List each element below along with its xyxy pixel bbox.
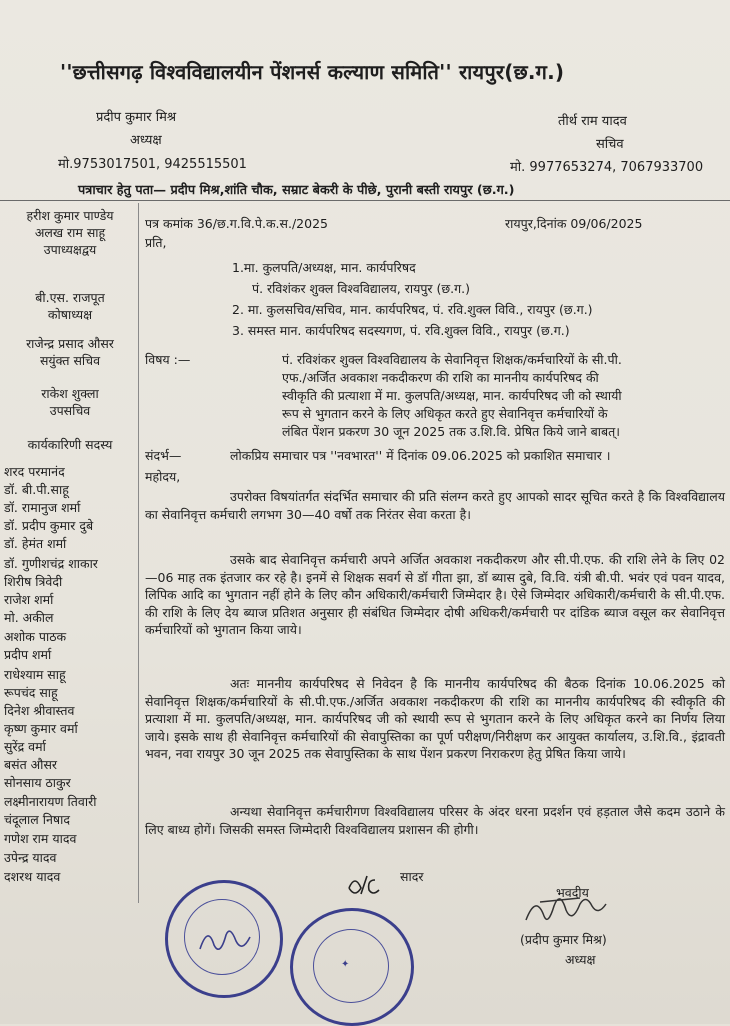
member-name: बसंत औसर <box>4 757 58 772</box>
signatory-post: अध्यक्ष <box>565 952 596 967</box>
body-paragraph-3: अतः माननीय कार्यपरिषद से निवेदन है कि माननीय कार्यपरिषद की बैठक दिनांक 10.06.2025 को सेवानिवृत्त शिक्षक/कर्मचारियों के सी.पी.एफ./अर्जित अवकाश नकदीकरण की राशि का माननीय कार्यपरिषद की स्वीकृति की प्रत्याशा में मा. कुलपति/अध्यक्ष, मान. कार्यपरिषद जी को स्थायी रूप से भुगतान करने के लिए अधिकृत करने का निर्णय लिया जाये। इसके साथ ही सेवानिवृत्त कर्मचारियों की सेवापुस्तिका का पूर्ण परीक्षण/निरीक्षण कर आयुक्त कार्यालय, उ.शि.वि., इंद्रावती भवन, नवा रायपुर 30 जून 2025 तक सेवापुस्तिका के साथ पेंशन प्रकरण निराकरण हेतु प्रेषित किया जाये। <box>145 676 725 762</box>
member-name: प्रदीप शर्मा <box>4 647 52 662</box>
member-name: डॉ. गुणीशचंद्र शाकार <box>4 556 98 571</box>
body-paragraph-4: अन्यथा सेवानिवृत्त कर्मचारीगण विश्वविद्यालय परिसर के अंदर धरना प्रदर्शन एवं हड़ताल जैसे कदम उठाने के लिए बाध्य होगें। जिसकी समस्त जिम्मेदारी विश्वविद्यालय प्रशासन की होगी। <box>145 804 725 837</box>
header-divider <box>0 200 730 201</box>
officer-post: उपसचिव <box>49 403 91 418</box>
officer-name: बी.एस. राजपूत <box>35 290 105 305</box>
member-name: डॉ. बी.पी.साहू <box>4 482 69 497</box>
seal-center-mark: ✦ <box>341 959 350 970</box>
officer-post: कोषाध्यक्ष <box>47 307 93 322</box>
yours-faithfully: भवदीय <box>556 885 589 900</box>
member-name: चंदूलाल निषाद <box>4 812 71 827</box>
signature <box>520 890 620 930</box>
committee-seal <box>290 908 414 1026</box>
subject-line: पं. रविशंकर शुक्ल विश्वविद्यालय के सेवानिवृत्त शिक्षक/कर्मचारियों के सी.पी. <box>282 352 622 367</box>
handwritten-initials <box>345 870 397 896</box>
officer-name: राजेन्द्र प्रसाद औसर <box>26 336 114 351</box>
reference-text: लोकप्रिय समाचार पत्र ''नवभारत'' में दिनांक 09.06.2025 को प्रकाशित समाचार । <box>230 448 611 463</box>
member-name: लक्ष्मीनारायण तिवारी <box>4 794 97 809</box>
secretary-name: तीर्थ राम यादव <box>558 114 627 129</box>
officer-post: सयुंक्त सचिव <box>39 353 101 368</box>
recipient-line: 3. समस्त मान. कार्यपरिषद सदस्यगण, पं. रवि.शुक्ल विवि., रायपुर (छ.ग.) <box>232 323 570 338</box>
body-paragraph-2: उसके बाद सेवानिवृत्त कर्मचारी अपने अर्जित अवकाश नकदीकरण और सी.पी.एफ. की राशि लेने के लिए 02—06 माह तक इंतजार कर रहे है। इनमें से शिक्षक सवर्ग से डॉ गीता झा, डॉ ब्यास दुबे, वि.वि. यंत्री बी.पी. भवंर एवं पवन यादव, लिपिक आदि का भुगतान नहीं होने के लिए कौन अधिकारी/कर्मचारी जिम्मेदार है। ऐसे जिम्मेदार अधिकारी/कर्मचारी के सी.पी.एफ. की राशि के लिए देय ब्याज प्रतिशत अनुसार ही संबंधित जिम्मेदार दोषी अधिकरी/कर्मचारी पर दांडिक ब्याज वसूल कर सेवानिवृत्त कर्मचारियों को भुगतान किया जाये। <box>145 552 725 638</box>
member-name: शरद परमानंद <box>4 464 65 479</box>
reference-number: पत्र कमांक 36/छ.ग.वि.पे.क.स./2025 <box>145 216 328 231</box>
place-date: रायपुर,दिनांक 09/06/2025 <box>505 216 643 231</box>
member-name: डॉ. प्रदीप कुमार दुबे <box>4 518 94 533</box>
members-heading: कार्यकारिणी सदस्य <box>27 437 113 452</box>
signatory-name: (प्रदीप कुमार मिश्र) <box>520 932 607 947</box>
registrar-seal <box>165 880 283 998</box>
member-name: शिरीष त्रिवेदी <box>4 574 63 589</box>
subject-line: रूप से भुगतान करने के लिए अधिकृत करते हुए सेवानिवृत्त कर्मचारियों के <box>282 406 608 421</box>
member-name: कृष्ण कुमार वर्मा <box>4 721 78 736</box>
member-name: सुरेंद्र वर्मा <box>4 739 46 754</box>
president-phone: मो.9753017501, 9425515501 <box>58 157 247 172</box>
subject-line: एफ./अर्जित अवकाश नकदीकरण की राशि का माननीय कार्यपरिषद की <box>282 370 599 385</box>
subject-line: लंबित पेंशन प्रकरण 30 जून 2025 तक उ.शि.वि. प्रेषित किये जाने बाबत्। <box>282 424 621 439</box>
officer-name: हरीश कुमार पाण्डेय <box>26 208 114 223</box>
letterhead-title: ''छत्तीसगढ़ विश्वविद्यालयीन पेंशनर्स कल्याण समिति'' रायपुर(छ.ग.) <box>60 60 565 84</box>
officer-name: अलख राम साहू <box>34 225 106 240</box>
member-name: रूपचंद साहू <box>4 685 58 700</box>
seal-signature <box>196 919 256 959</box>
member-name: उपेन्द्र यादव <box>4 850 57 865</box>
secretary-post: सचिव <box>596 137 624 152</box>
member-name: सोनसाय ठाकुर <box>4 775 71 790</box>
member-name: अशोक पाठक <box>4 629 67 644</box>
member-name: दिनेश श्रीवास्तव <box>4 703 75 718</box>
president-post: अध्यक्ष <box>130 133 162 148</box>
prati-label: प्रति, <box>145 235 167 250</box>
member-name: गणेश राम यादव <box>4 831 77 846</box>
secretary-phone: मो. 9977653274, 7067933700 <box>510 160 704 175</box>
reference-label: संदर्भ— <box>145 448 182 463</box>
officer-post: उपाध्यक्षद्वय <box>43 242 97 257</box>
sidebar-divider <box>138 203 139 903</box>
member-name: दशरथ यादव <box>4 869 61 884</box>
officer-name: राकेश शुक्ला <box>41 386 99 401</box>
closing: सादर <box>400 869 424 884</box>
recipient-line: पं. रविशंकर शुक्ल विश्वविद्यालय, रायपुर (छ.ग.) <box>252 281 471 296</box>
recipient-line: 1.मा. कुलपति/अध्यक्ष, मान. कार्यपरिषद <box>232 260 416 275</box>
president-name: प्रदीप कुमार मिश्र <box>96 110 177 125</box>
member-name: डॉ. रामानुज शर्मा <box>4 500 81 515</box>
salutation: महोदय, <box>145 469 181 484</box>
member-name: मो. अकील <box>4 610 54 625</box>
member-name: राजेश शर्मा <box>4 592 54 607</box>
recipient-line: 2. मा. कुलसचिव/सचिव, मान. कार्यपरिषद, पं. रवि.शुक्ल विवि., रायपुर (छ.ग.) <box>232 302 593 317</box>
subject-label: विषय :— <box>145 352 191 367</box>
member-name: डॉ. हेमंत शर्मा <box>4 536 67 551</box>
body-paragraph-1: उपरोक्त विषयांतर्गत संदर्भित समाचार की प्रति संलग्न करते हुए आपको सादर सूचित करते है कि विश्वविद्यालय का सेवानिवृत्त कर्मचारी लगभग 30—40 वर्षो तक निरंतर सेवा करता है। <box>145 489 725 522</box>
correspondence-address: पत्राचार हेतु पता— प्रदीप मिश्र,शांति चौक, सम्राट बेकरी के पीछे, पुरानी बस्ती रायपुर (छ.ग.) <box>78 183 515 198</box>
member-name: राधेश्याम साहू <box>4 667 66 682</box>
subject-line: स्वीकृति की प्रत्याशा में मा. कुलपति/अध्यक्ष, मान. कार्यपरिषद जी को स्थायी <box>282 388 622 403</box>
